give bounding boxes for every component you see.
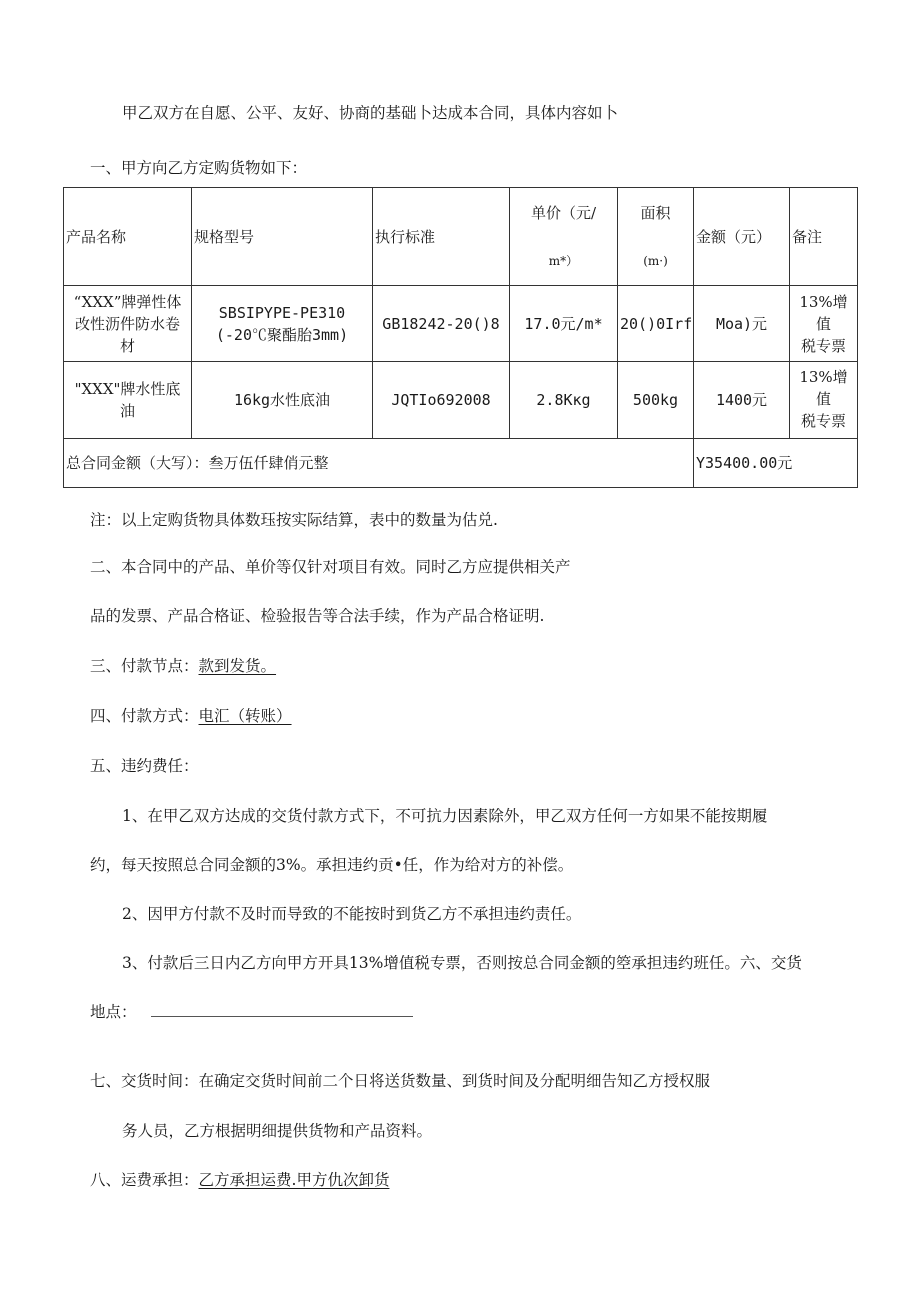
- header-standard: 执行标准: [373, 188, 510, 286]
- section-5-title: 五、违约费任：: [90, 757, 199, 775]
- section-2-line-1: 二、本合同中的产品、单价等仅针对项目有效。同时乙方应提供相关产: [90, 558, 571, 576]
- header-unit-price-line2: m*）: [548, 253, 579, 268]
- row1-spec-line: SBSIPYPE-PE310: [218, 303, 346, 322]
- header-note: 备注: [790, 188, 858, 286]
- section-1-title: 一、甲方向乙方定购货物如下：: [90, 159, 308, 177]
- row2-note: [790, 362, 858, 439]
- row2-note-line: 税专票: [800, 412, 846, 430]
- section-4-label: 四、付款方式：: [90, 707, 199, 725]
- section-3-value: 款到发货。: [198, 657, 277, 675]
- row1-standard: GB18242-20()8: [373, 286, 510, 362]
- header-unit-price: [510, 188, 618, 286]
- row2-standard: JQTIo692008: [373, 362, 510, 439]
- row2-amount: 1400元: [694, 362, 790, 439]
- row1-note: [790, 286, 858, 362]
- goods-table: [63, 187, 858, 488]
- header-amount: 金额（元）: [694, 188, 790, 286]
- header-spec: 规格型号: [192, 188, 373, 286]
- section-8-value: 乙方承担运费.甲方仇次卸货: [198, 1171, 390, 1189]
- section-3: [90, 656, 276, 676]
- clause-3-line-2: [90, 1002, 413, 1022]
- table-note: 注：以上定购货物具体数珏按实际结算，表中的数量为估兑.: [90, 511, 498, 529]
- row1-product-name: [64, 286, 192, 362]
- row2-name-line: 油: [119, 402, 135, 420]
- section-7-line-1: 七、交货时间：在确定交货时间前二个日将送货数量、到货时间及分配明细告知乙方授权服: [90, 1072, 711, 1090]
- row2-unit-price: 2.8Kкg: [510, 362, 618, 439]
- table-header-row: [64, 188, 858, 286]
- intro-paragraph: 甲乙双方在自愿、公平、友好、协商的基础卜达成本合同，具体内容如卜: [122, 104, 619, 122]
- header-area-line1: 面积: [640, 203, 671, 222]
- delivery-place-label: 地点：: [90, 1003, 137, 1021]
- table-row: [64, 362, 858, 439]
- total-amount-value: Y35400.00元: [694, 439, 858, 488]
- header-area-line2: (m·): [643, 253, 668, 268]
- header-area: [618, 188, 694, 286]
- section-8: [90, 1170, 389, 1190]
- row1-unit-price: 17.0元/m*: [510, 286, 618, 362]
- table-total-row: [64, 439, 858, 488]
- clause-1-line-1: 1、在甲乙双方达成的交货付款方式下，不可抗力因素除外，甲乙双方任何一方如果不能按期履: [122, 807, 768, 825]
- delivery-place-blank: [151, 1002, 413, 1017]
- row2-area: 500kg: [618, 362, 694, 439]
- row1-name-line: “XXX”牌弹性体: [73, 292, 182, 311]
- section-7-line-2: 务人员，乙方根据明细提供货物和产品资料。: [122, 1122, 433, 1140]
- row1-area: 20()0Irf: [618, 286, 694, 362]
- row2-note-line: 13%增值: [799, 368, 848, 408]
- row1-name-line: 材: [119, 336, 135, 355]
- section-4: [90, 706, 292, 726]
- table-row: [64, 286, 858, 362]
- section-4-value: 电汇（转账）: [198, 707, 292, 725]
- row1-name-line: 改性沥件防水卷: [74, 314, 180, 333]
- total-amount-label: 总合同金额（大写）：叁万伍仟肆俏元整: [64, 439, 694, 488]
- header-product-name: 产品名称: [64, 188, 192, 286]
- row2-spec: 16kg水性底油: [192, 362, 373, 439]
- clause-2: 2、因甲方付款不及时而导致的不能按时到货乙方不承担违约责任。: [122, 905, 582, 923]
- clause-3-line-1: 3、付款后三日内乙方向甲方开具13%增值税专票，否则按总合同金额的箜承担违约班任。六、交货: [122, 954, 802, 972]
- row1-note-line: 税专票: [800, 336, 846, 355]
- section-8-label: 八、运费承担：: [90, 1171, 199, 1189]
- row1-spec-line: (-20℃聚酯胎3mm): [215, 325, 349, 344]
- row1-spec: [192, 286, 373, 362]
- section-2-line-2: 品的发票、产品合格证、检验报告等合法手续，作为产品合格证明.: [90, 607, 545, 625]
- row2-product-name: [64, 362, 192, 439]
- row1-amount: Moa)元: [694, 286, 790, 362]
- clause-1-line-2: 约，每天按照总合同金额的3%。承担违约贡•任，作为给对方的补偿。: [90, 856, 574, 874]
- row2-name-line: "XXX"牌水性底: [74, 380, 181, 398]
- header-unit-price-line1: 单价（元/: [530, 203, 597, 222]
- row1-note-line: 13%增值: [799, 292, 848, 333]
- section-3-label: 三、付款节点：: [90, 657, 199, 675]
